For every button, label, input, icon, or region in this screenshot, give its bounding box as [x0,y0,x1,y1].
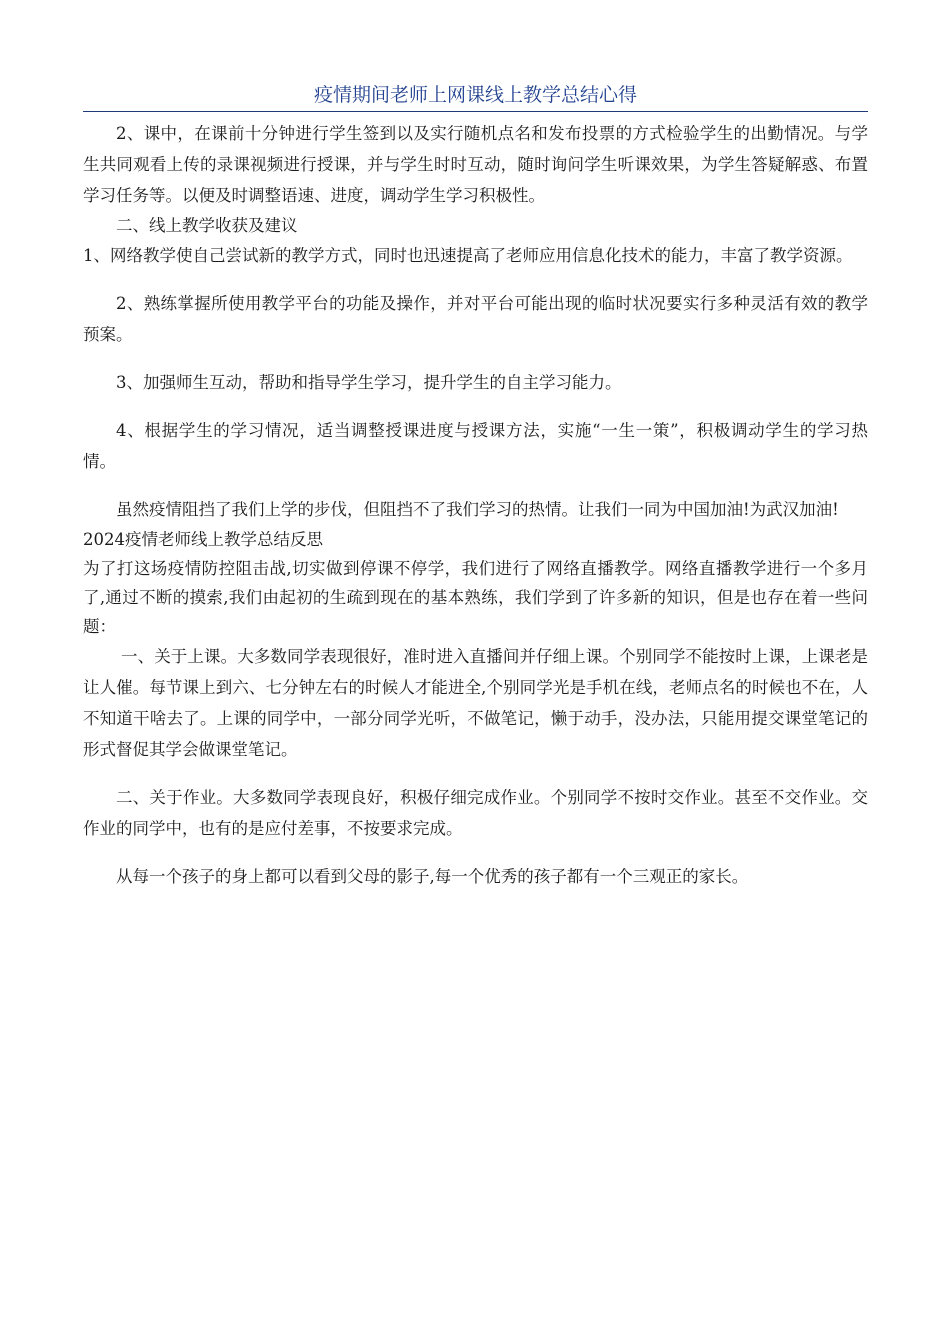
paragraph-gain-1: 1、网络教学使自己尝试新的教学方式，同时也迅速提高了老师应用信息化技术的能力，丰富了教学资源。 [83,246,853,265]
paragraph-closing-encouragement: 虽然疫情阻挡了我们上学的步伐，但阻挡不了我们学习的热情。让我们一同为中国加油!为武汉加油! [116,500,839,519]
paragraph-about-class: 一、关于上课。大多数同学表现很好，准时进入直播间并仔细上课。个别同学不能按时上课，上课老是让人催。每节课上到六、七分钟左右的时候人才能进全,个别同学光是手机在线，老师点名的时候也不在，人不知道干啥去了。上课的同学中，一部分同学光听，不做笔记，懒于动手，没办法，只能用提交课堂笔记的形式督促其学会做课堂笔记。 [83,647,868,759]
section-heading-gains: 二、线上教学收获及建议 [116,216,298,235]
paragraph-reflection-intro: 为了打这场疫情防控阻击战,切实做到停课不停学，我们进行了网络直播教学。网络直播教学进行一个多月了,通过不断的摸索,我们由起初的生疏到现在的基本熟练，我们学到了许多新的知识，但是也存在着一些问题： [83,559,868,636]
section-heading-reflection: 2024疫情老师线上教学总结反思 [83,530,323,549]
paragraph-gain-4: 4、根据学生的学习情况，适当调整授课进度与授课方法，实施“一生一策”，积极调动学生的学习热情。 [83,421,868,471]
paragraph-gain-2: 2、熟练掌握所使用教学平台的功能及操作，并对平台可能出现的临时状况要实行多种灵活有效的教学预案。 [83,294,868,344]
paragraph-in-class-process: 2、课中，在课前十分钟进行学生签到以及实行随机点名和发布投票的方式检验学生的出勤情况。与学生共同观看上传的录课视频进行授课，并与学生时时互动，随时询问学生听课效果，为学生答疑解惑、布置学习任务等。以便及时调整语速、进度，调动学生学习积极性。 [83,124,868,205]
paragraph-gain-3: 3、加强师生互动，帮助和指导学生学习，提升学生的自主学习能力。 [116,373,622,392]
paragraph-about-homework: 二、关于作业。大多数同学表现良好，积极仔细完成作业。个别同学不按时交作业。甚至不交作业。交作业的同学中，也有的是应付差事，不按要求完成。 [83,788,868,838]
document-body [83,118,868,892]
page-title: 疫情期间老师上网课线上教学总结心得 [313,84,637,106]
paragraph-parents: 从每一个孩子的身上都可以看到父母的影子,每一个优秀的孩子都有一个三观正的家长。 [116,867,749,886]
page-header [83,83,868,112]
